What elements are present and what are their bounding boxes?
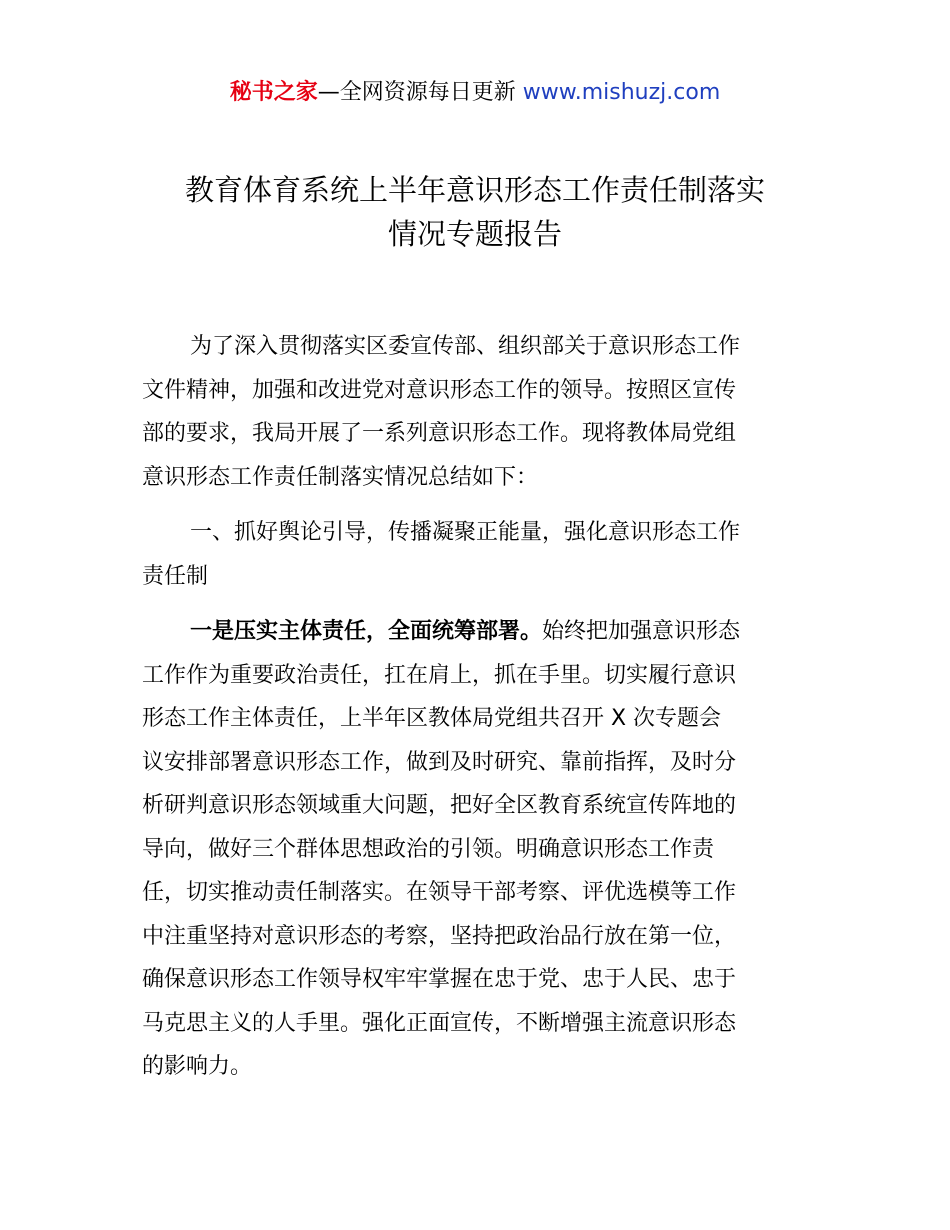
item-line bbox=[142, 610, 812, 654]
intro-line: 部的要求，我局开展了一系列意识形态工作。现将教体局党组 bbox=[142, 421, 737, 446]
item-line: 议安排部署意识形态工作，做到及时研究、靠前指挥，及时分 bbox=[142, 749, 737, 775]
item-line: 马克思主义的人手里。强化正面宣传，不断增强主流意识形态 bbox=[142, 1010, 737, 1036]
item-line: 任，切实推动责任制落实。在领导干部考察、评优选模等工作 bbox=[142, 880, 737, 905]
item-line: 形态工作主体责任，上半年区教体局党组共召开 X 次专题会 bbox=[142, 706, 722, 731]
title-line-2: 情况专题报告 bbox=[387, 217, 562, 251]
intro-line: 为了深入贯彻落实区委宣传部、组织部关于意识形态工作 bbox=[190, 334, 741, 359]
item-1-paragraph bbox=[142, 610, 812, 1089]
item-1-text: 始终把加强意识形态 bbox=[542, 619, 741, 644]
item-line: 工作作为重要政治责任，扛在肩上，抓在手里。切实履行意识 bbox=[142, 662, 737, 688]
item-line: 中注重坚持对意识形态的考察，坚持把政治品行放在第一位， bbox=[142, 923, 737, 949]
section-heading-line: 责任制 bbox=[142, 563, 209, 589]
intro-line: 文件精神，加强和改进党对意识形态工作的领导。按照区宣传 bbox=[142, 377, 737, 403]
item-line: 导向，做好三个群体思想政治的引领。明确意识形态工作责 bbox=[142, 836, 715, 862]
header-tagline: —全网资源每日更新 bbox=[317, 80, 516, 105]
document-title bbox=[100, 168, 850, 256]
intro-paragraph bbox=[142, 325, 812, 499]
site-url-link[interactable]: www.mishuzj.com bbox=[522, 80, 721, 105]
section-heading-line: 一、抓好舆论引导，传播凝聚正能量，强化意识形态工作 bbox=[190, 520, 741, 545]
item-line: 的影响力。 bbox=[142, 1054, 253, 1079]
intro-line: 意识形态工作责任制落实情况总结如下： bbox=[142, 464, 539, 490]
section-heading-1 bbox=[142, 511, 812, 598]
brand-name: 秘书之家 bbox=[229, 80, 318, 105]
document-body bbox=[142, 325, 812, 1089]
title-line-1: 教育体育系统上半年意识形态工作责任制落实 bbox=[184, 173, 765, 207]
item-line: 确保意识形态工作领导权牢牢掌握在忠于党、忠于人民、忠于 bbox=[142, 967, 737, 992]
item-line: 析研判意识形态领域重大问题，把好全区教育系统宣传阵地的 bbox=[142, 793, 737, 818]
item-1-lead: 一是压实主体责任，全面统筹部署。 bbox=[190, 619, 543, 644]
site-header bbox=[0, 78, 950, 108]
